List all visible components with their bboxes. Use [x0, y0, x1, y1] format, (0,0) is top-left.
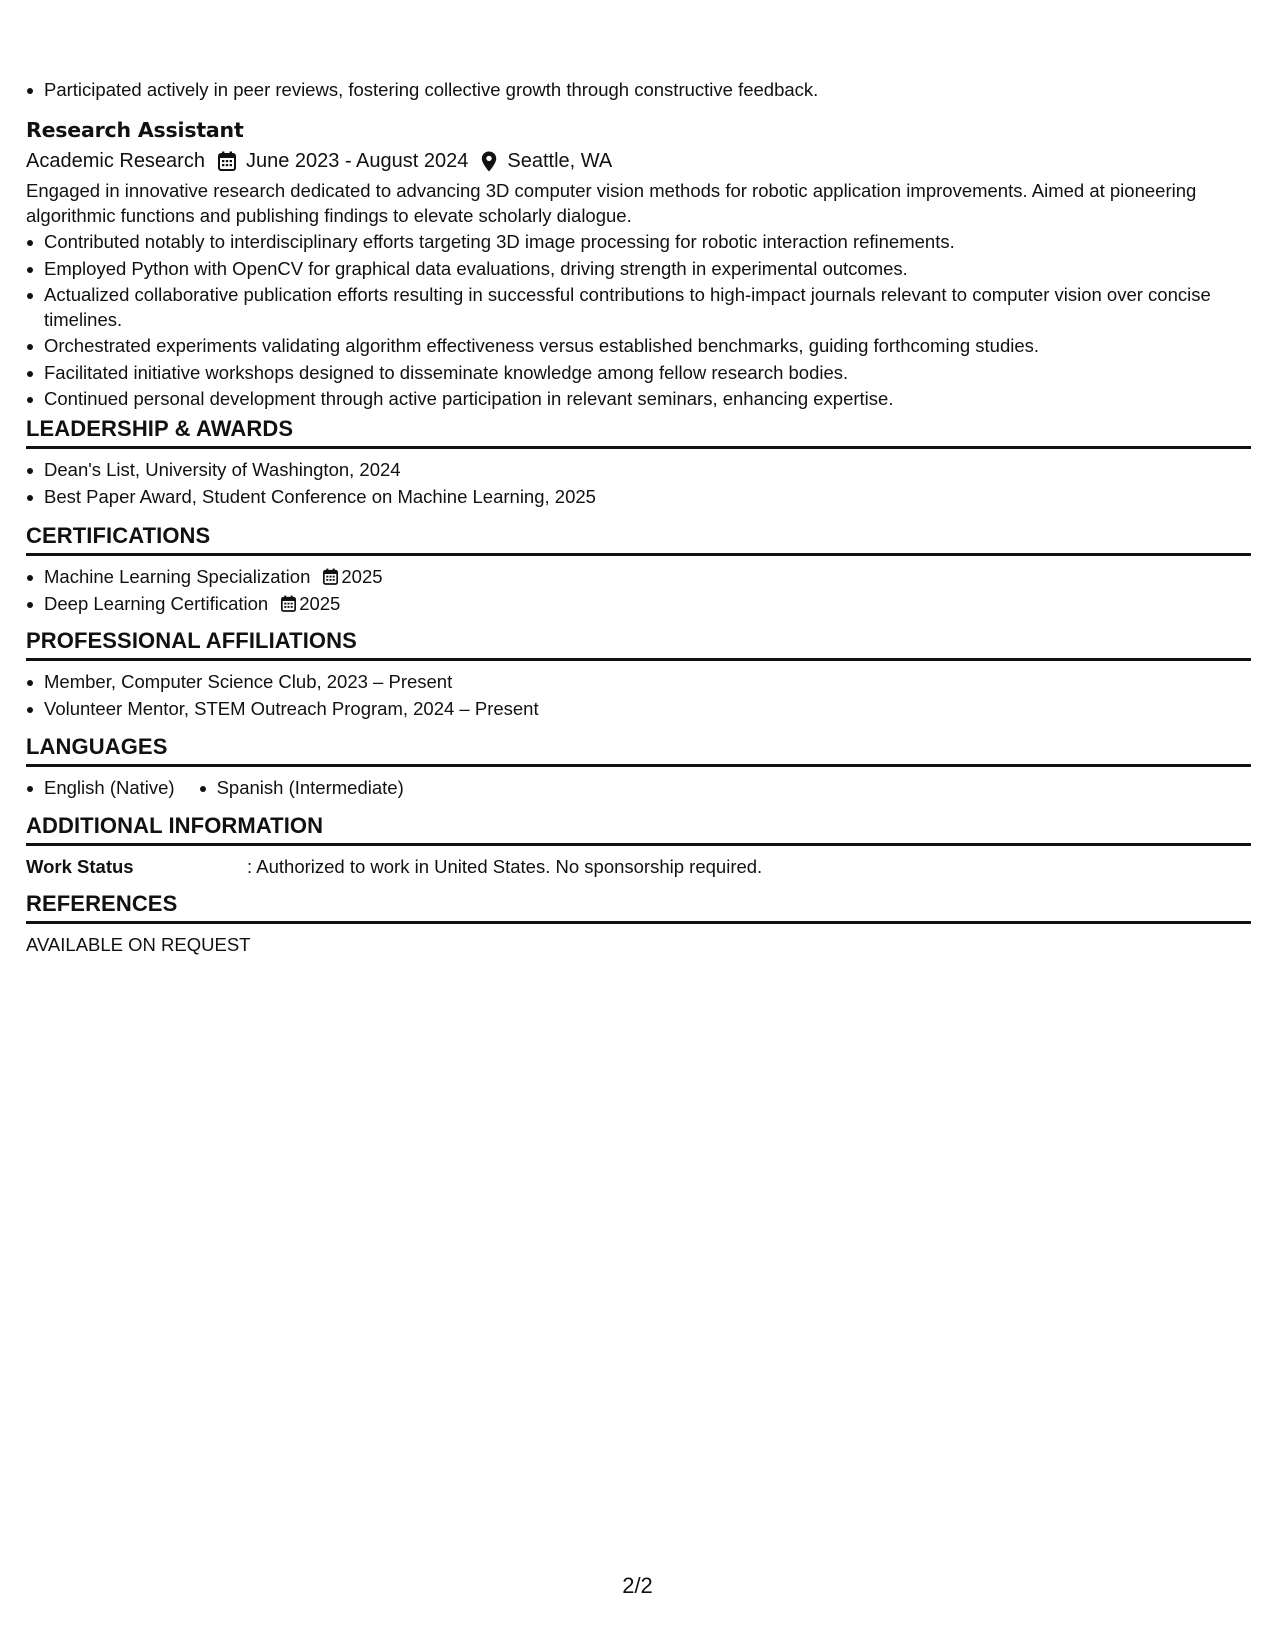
- section-divider: [26, 921, 1251, 924]
- section-affiliations: [26, 626, 1251, 723]
- certification-name: Deep Learning Certification: [44, 592, 269, 614]
- map-pin-icon: [481, 151, 497, 172]
- job-meta: [26, 146, 1251, 176]
- list-item: Contributed notably to interdisciplinary efforts targeting 3D image processing for robotic interaction refinements.: [26, 230, 1251, 255]
- section-certifications: [26, 521, 1251, 618]
- section-divider: [26, 843, 1251, 846]
- work-status-row: [26, 855, 1251, 879]
- references-text: AVAILABLE ON REQUEST: [26, 934, 251, 955]
- section-heading: CERTIFICATIONS: [26, 523, 211, 548]
- page-number: 2/2: [622, 1573, 653, 1598]
- job-bullets: [26, 230, 1251, 412]
- list-item: Best Paper Award, Student Conference on Machine Learning, 2025: [26, 485, 1251, 510]
- list-item: Facilitated initiative workshops designed to disseminate knowledge among fellow research bodies.: [26, 361, 1251, 386]
- affiliations-list: [26, 670, 1251, 721]
- job-dates: June 2023 - August 2024: [245, 150, 469, 172]
- certification-year: 2025: [299, 592, 341, 614]
- section-heading: ADDITIONAL INFORMATION: [26, 813, 324, 838]
- list-item: Participated actively in peer reviews, fostering collective growth through constructive feedback.: [26, 78, 1251, 103]
- list-item: Volunteer Mentor, STEM Outreach Program, 2024 – Present: [26, 697, 1251, 722]
- section-heading: PROFESSIONAL AFFILIATIONS: [26, 628, 357, 653]
- job-org: Academic Research: [26, 150, 205, 172]
- calendar-icon: [218, 151, 236, 171]
- section-references: [26, 889, 1251, 957]
- list-item: Employed Python with OpenCV for graphical data evaluations, driving strength in experimental outcomes.: [26, 257, 1251, 282]
- section-languages: [26, 732, 1251, 803]
- experience-entry: [26, 116, 1251, 414]
- list-item: English (Native): [26, 776, 175, 801]
- section-heading: LEADERSHIP & AWARDS: [26, 416, 294, 441]
- section-heading: LANGUAGES: [26, 734, 168, 759]
- previous-job-bullets: [26, 78, 1251, 105]
- certification-name: Machine Learning Specialization: [44, 566, 311, 587]
- calendar-icon: [281, 595, 296, 612]
- section-heading: REFERENCES: [26, 891, 178, 916]
- languages-list: [26, 776, 1251, 803]
- list-item: [26, 592, 1251, 617]
- list-item: Member, Computer Science Club, 2023 – Present: [26, 670, 1251, 695]
- leadership-list: [26, 458, 1251, 509]
- work-status-value: : Authorized to work in United States. No sponsorship required.: [247, 856, 763, 877]
- list-item: Continued personal development through active participation in relevant seminars, enhancing expertise.: [26, 387, 1251, 412]
- list-item: Actualized collaborative publication efforts resulting in successful contributions to high-impact journals relevant to computer vision over concise timelines.: [26, 283, 1251, 332]
- section-divider: [26, 446, 1251, 449]
- list-item: Spanish (Intermediate): [199, 776, 404, 801]
- job-title: Research Assistant: [26, 118, 244, 142]
- section-divider: [26, 658, 1251, 661]
- job-location: Seattle, WA: [507, 150, 613, 172]
- calendar-icon: [323, 568, 338, 585]
- certifications-list: [26, 565, 1251, 616]
- list-item: Orchestrated experiments validating algorithm effectiveness versus established benchmarks, guiding forthcoming studies.: [26, 334, 1251, 359]
- section-divider: [26, 553, 1251, 556]
- list-item: [26, 565, 1251, 590]
- job-description: Engaged in innovative research dedicated to advancing 3D computer vision methods for robotic application improvements. Aimed at pioneering algorithmic functions and publishing findings to elevate scholarly dialogue.: [26, 180, 1197, 226]
- section-additional-information: [26, 811, 1251, 879]
- work-status-label: Work Status: [26, 856, 134, 877]
- certification-year: 2025: [341, 566, 383, 587]
- list-item: Dean's List, University of Washington, 2024: [26, 458, 1251, 483]
- section-leadership: [26, 414, 1251, 511]
- section-divider: [26, 764, 1251, 767]
